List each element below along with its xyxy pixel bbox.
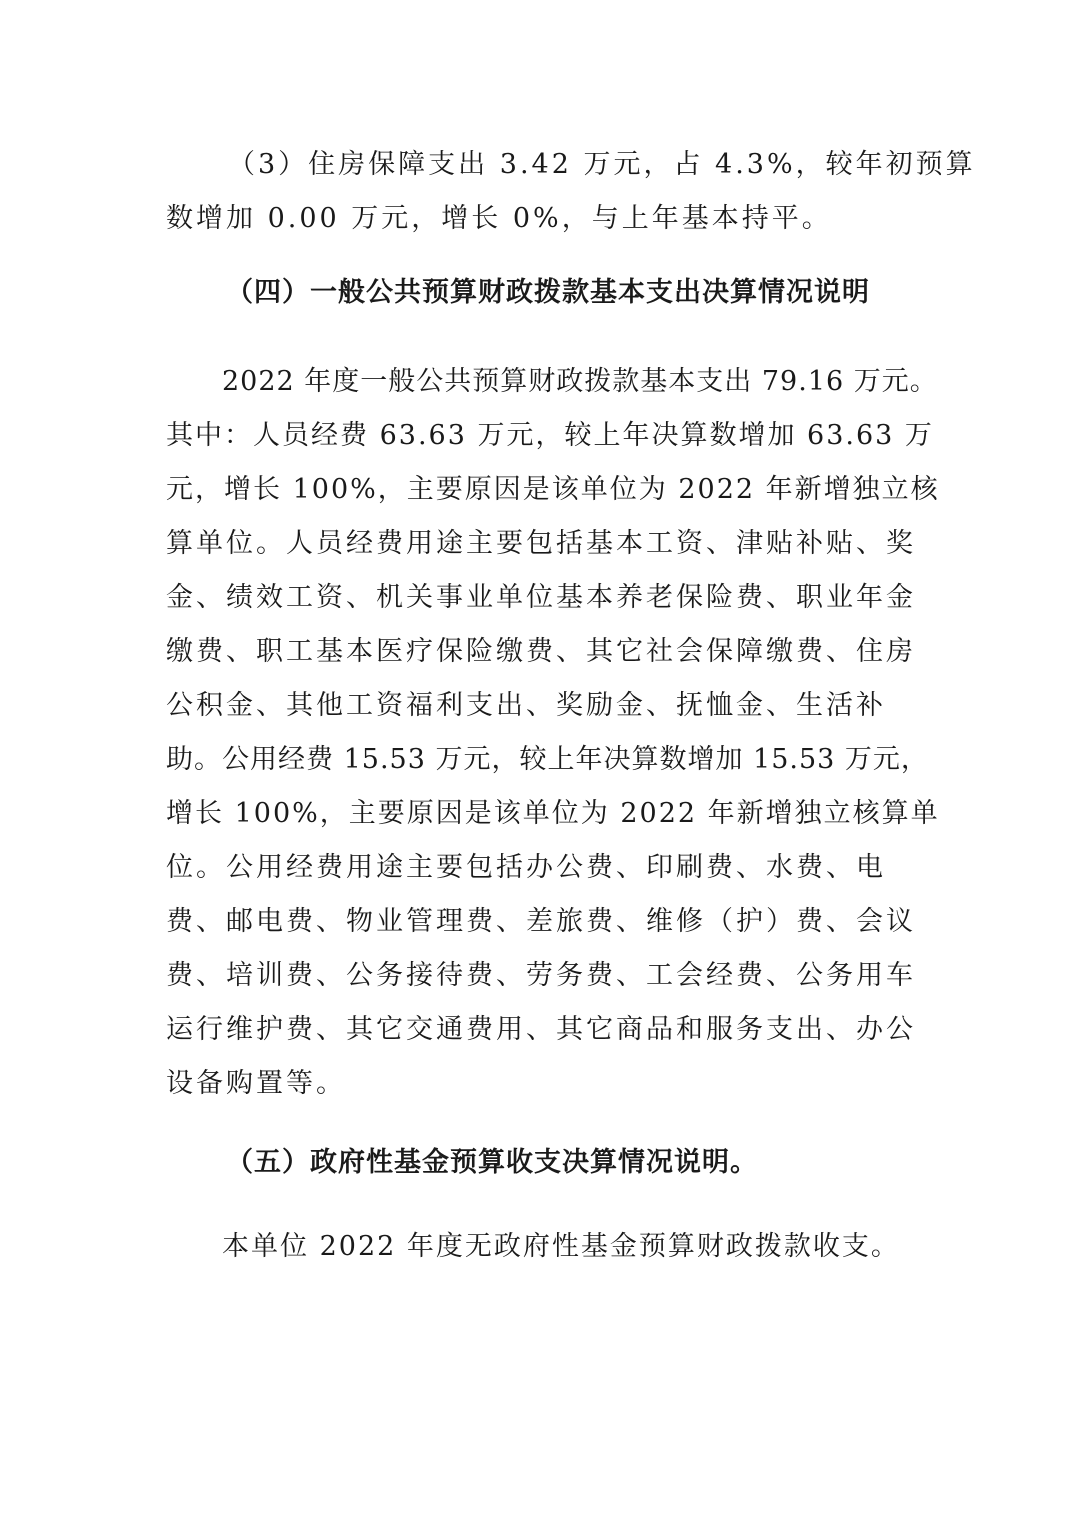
- paragraph-4-line-4: 算单位。人员经费用途主要包括基本工资、津贴补贴、奖: [166, 528, 916, 559]
- paragraph-4-line-6: 缴费、职工基本医疗保险缴费、其它社会保障缴费、住房: [166, 636, 916, 667]
- paragraph-4-line-3: 元，增长 100%，主要原因是该单位为 2022 年新增独立核: [166, 474, 940, 505]
- paragraph-4-line-8: 助。公用经费 15.53 万元，较上年决算数增加 15.53 万元，: [166, 744, 929, 775]
- paragraph-4-line-1: 2022 年度一般公共预算财政拨款基本支出 79.16 万元。: [222, 366, 938, 397]
- paragraph-4-line-5: 金、绩效工资、机关事业单位基本养老保险费、职业年金: [166, 582, 916, 613]
- paragraph-4-line-9: 增长 100%，主要原因是该单位为 2022 年新增独立核算单: [166, 798, 940, 829]
- paragraph-3-line-2: 数增加 0.00 万元，增长 0%，与上年基本持平。: [166, 203, 832, 234]
- section-heading-4: （四）一般公共预算财政拨款基本支出决算情况说明: [226, 277, 870, 308]
- section-heading-5: （五）政府性基金预算收支决算情况说明。: [226, 1147, 758, 1178]
- paragraph-4-line-13: 运行维护费、其它交通费用、其它商品和服务支出、办公: [166, 1014, 916, 1045]
- paragraph-5-line-1: 本单位 2022 年度无政府性基金预算财政拨款收支。: [222, 1231, 900, 1262]
- paragraph-4-line-7: 公积金、其他工资福利支出、奖励金、抚恤金、生活补: [166, 690, 886, 721]
- paragraph-4-line-2: 其中：人员经费 63.63 万元，较上年决算数增加 63.63 万: [166, 420, 934, 451]
- paragraph-4-line-10: 位。公用经费用途主要包括办公费、印刷费、水费、电: [166, 852, 886, 883]
- paragraph-4-line-14: 设备购置等。: [166, 1068, 346, 1099]
- paragraph-4-line-11: 费、邮电费、物业管理费、差旅费、维修（护）费、会议: [166, 906, 916, 937]
- paragraph-3-line-1: （3）住房保障支出 3.42 万元，占 4.3%，较年初预算: [228, 149, 976, 180]
- paragraph-4-line-12: 费、培训费、公务接待费、劳务费、工会经费、公务用车: [166, 960, 916, 991]
